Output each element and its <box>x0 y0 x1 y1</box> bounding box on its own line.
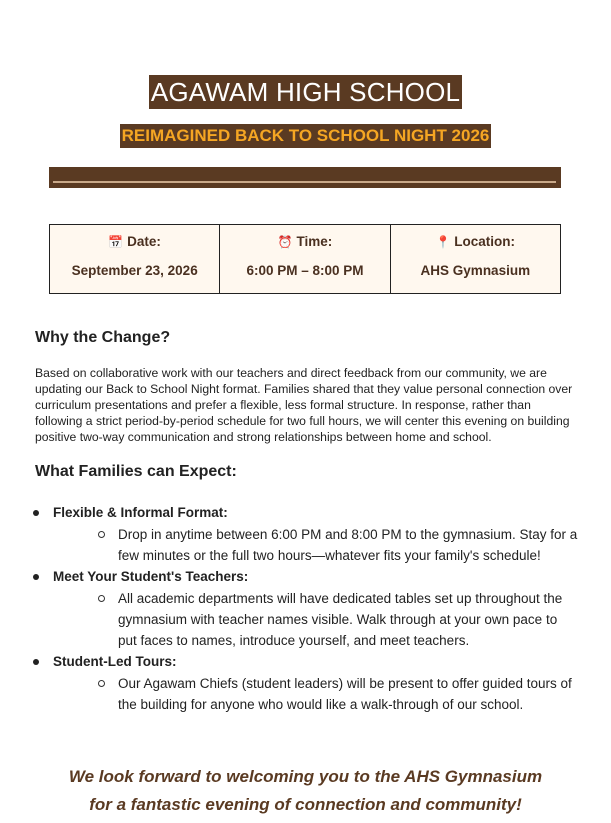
info-value: 6:00 PM – 8:00 PM <box>246 263 364 278</box>
info-label: Time: <box>296 234 333 249</box>
list-subitem <box>0 673 578 715</box>
list-subitem-text: All academic departments will have dedicated tables set up throughout the gymnasium with teacher names visible. Walk through at your own pace to put faces to names, introduce yourself, and meet teachers. <box>118 591 563 648</box>
calendar-icon: 📅 <box>108 235 124 249</box>
list-item-title: Student-Led Tours: <box>53 654 177 669</box>
list-subitem-text: Drop in anytime between 6:00 PM and 8:00 PM to the gymnasium. Stay for a few minutes or the full two hours—whatever fits your family's schedule! <box>118 527 578 563</box>
info-header <box>50 234 219 249</box>
decorative-band-line <box>53 181 556 183</box>
why-paragraph: Based on collaborative work with our teachers and direct feedback from our community, we are updating our Back to School Night format. Families shared that they value personal connection over curriculum presentations and prefer a flexible, less formal structure. In response, rather than following a strict period-by-period schedule for two full hours, we will center this evening on building positive two-way communication and strong relationships between home and school. <box>35 366 573 444</box>
list-item-title: Meet Your Student's Teachers: <box>53 569 249 584</box>
info-cell-date <box>50 225 220 293</box>
bullet-icon <box>33 659 39 665</box>
expect-list <box>0 502 611 715</box>
page-subtitle: REIMAGINED BACK TO SCHOOL NIGHT 2026 <box>120 124 492 148</box>
bullet-icon <box>33 574 39 580</box>
circle-bullet-icon <box>98 595 105 602</box>
info-header <box>391 234 560 249</box>
info-value: AHS Gymnasium <box>420 263 531 278</box>
info-header <box>220 234 389 249</box>
list-item-title: Flexible & Informal Format: <box>53 505 228 520</box>
alarm-clock-icon: ⏰ <box>277 235 293 249</box>
closing-message <box>0 763 611 819</box>
closing-line-2: for a fantastic evening of connection and community! <box>89 795 522 814</box>
list-subitem <box>0 588 578 651</box>
list-subitem-text: Our Agawam Chiefs (student leaders) will be present to offer guided tours of the building for anyone who would like a walk-through of our school. <box>118 676 572 712</box>
list-item <box>0 651 611 672</box>
event-info-table <box>49 224 561 294</box>
circle-bullet-icon <box>98 680 105 687</box>
info-cell-location <box>391 225 560 293</box>
pin-icon: 📍 <box>435 235 451 249</box>
circle-bullet-icon <box>98 531 105 538</box>
title-wrap <box>0 75 611 109</box>
info-label: Location: <box>454 234 516 249</box>
bullet-icon <box>33 510 39 516</box>
why-heading: Why the Change? <box>35 329 171 346</box>
info-value: September 23, 2026 <box>71 263 198 278</box>
info-label: Date: <box>127 234 161 249</box>
closing-line-1: We look forward to welcoming you to the AHS Gymnasium <box>68 767 543 786</box>
list-subitem <box>0 524 578 566</box>
subtitle-wrap <box>0 124 611 148</box>
decorative-band <box>49 167 561 188</box>
list-item <box>0 566 611 587</box>
page-title: AGAWAM HIGH SCHOOL <box>150 77 461 107</box>
expect-heading: What Families can Expect: <box>35 463 237 480</box>
list-item <box>0 502 611 523</box>
info-cell-time <box>220 225 390 293</box>
